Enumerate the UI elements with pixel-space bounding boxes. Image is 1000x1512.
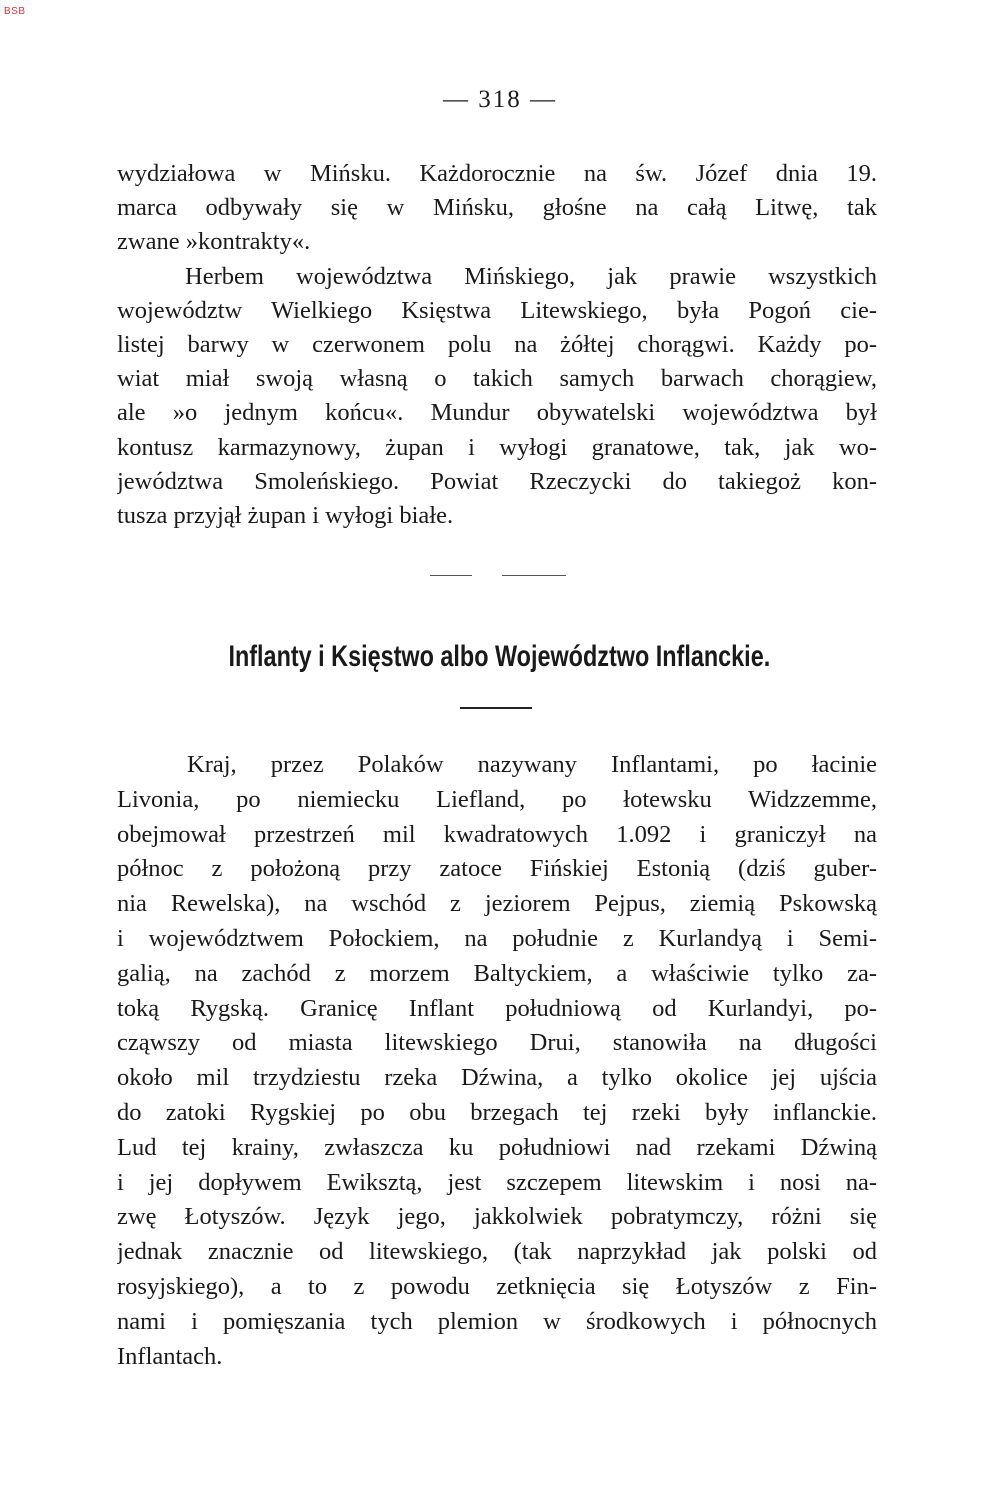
text-line: północ z położoną przy zatoce Fińskiej Estonią (dziś guber-	[117, 855, 877, 883]
text-line: do zatoki Rygskiej po obu brzegach tej rzeki były inflanckie.	[117, 1098, 877, 1126]
text-line: i województwem Połockiem, na południe z Kurlandyą i Semi-	[117, 924, 877, 952]
text-line: ale »o jednym końcu«. Mundur obywatelski województwa był	[117, 399, 877, 427]
text-line: obejmował przestrzeń mil kwadratowych 1.092 i graniczył na	[117, 820, 877, 848]
text-line: Livonia, po niemiecku Liefland, po łotewsku Widzzemme,	[117, 785, 877, 813]
top-paragraphs	[117, 157, 877, 533]
text-line: Lud tej krainy, zwłaszcza ku południowi nad rzekami Dźwiną	[117, 1133, 877, 1161]
text-line: toką Rygską. Granicę Inflant południową od Kurlandyi, po-	[117, 994, 877, 1022]
text-line: i jej dopływem Ewiksztą, jest szczepem litewskim i nosi na-	[117, 1168, 877, 1196]
text-line: wiat miał swoją własną o takich samych barwach chorągiew,	[117, 365, 877, 393]
text-line: cząwszy od miasta litewskiego Drui, stanowiła na długości	[117, 1029, 877, 1057]
text-line: zwę Łotyszów. Język jego, jakkolwiek pobratymczy, różni się	[117, 1203, 877, 1231]
text-line: listej barwy w czerwonem polu na żółtej chorągwi. Każdy po-	[117, 330, 877, 358]
text-line: Kraj, przez Polaków nazywany Inflantami, po łacinie	[187, 751, 877, 778]
section-divider	[430, 575, 566, 576]
body-paragraph	[117, 748, 877, 1374]
page-number: — 318 —	[443, 86, 557, 113]
section-title: Inflanty i Księstwo albo Województwo Inflanckie.	[228, 640, 771, 673]
text-line: wydziałowa w Mińsku. Każdorocznie na św. Józef dnia 19.	[117, 160, 877, 187]
text-line: rosyjskiego), a to z powodu zetknięcia się Łotyszów z Fin-	[117, 1272, 877, 1300]
text-line: jewództwa Smoleńskiego. Powiat Rzeczycki do takiegoż kon-	[117, 467, 877, 495]
text-line: około mil trzydziestu rzeka Dźwina, a tylko okolice jej ujścia	[117, 1064, 877, 1092]
text-line: województw Wielkiego Księstwa Litewskiego, była Pogoń cie-	[117, 296, 877, 324]
text-line: tusza przyjął żupan i wyłogi białe.	[117, 501, 454, 529]
text-line: nami i pomięszania tych plemion w środkowych i północnych	[117, 1307, 877, 1335]
library-watermark: BSB	[4, 6, 26, 17]
text-line: marca odbywały się w Mińsku, głośne na całą Litwę, tak	[117, 194, 877, 222]
text-line: nia Rewelska), na wschód z jeziorem Pejpus, ziemią Pskowską	[117, 890, 877, 918]
text-line: galią, na zachód z morzem Baltyckiem, a właściwie tylko za-	[117, 959, 877, 987]
text-line: Inflantach.	[117, 1342, 223, 1370]
text-line: jednak znacznie od litewskiego, (tak naprzykład jak polski od	[117, 1238, 877, 1266]
title-rule	[460, 707, 532, 709]
text-line: kontusz karmazynowy, żupan i wyłogi granatowe, tak, jak wo-	[117, 433, 877, 461]
text-line: Herbem województwa Mińskiego, jak prawie wszystkich	[185, 262, 877, 290]
text-line: zwane »kontrakty«.	[117, 228, 311, 256]
